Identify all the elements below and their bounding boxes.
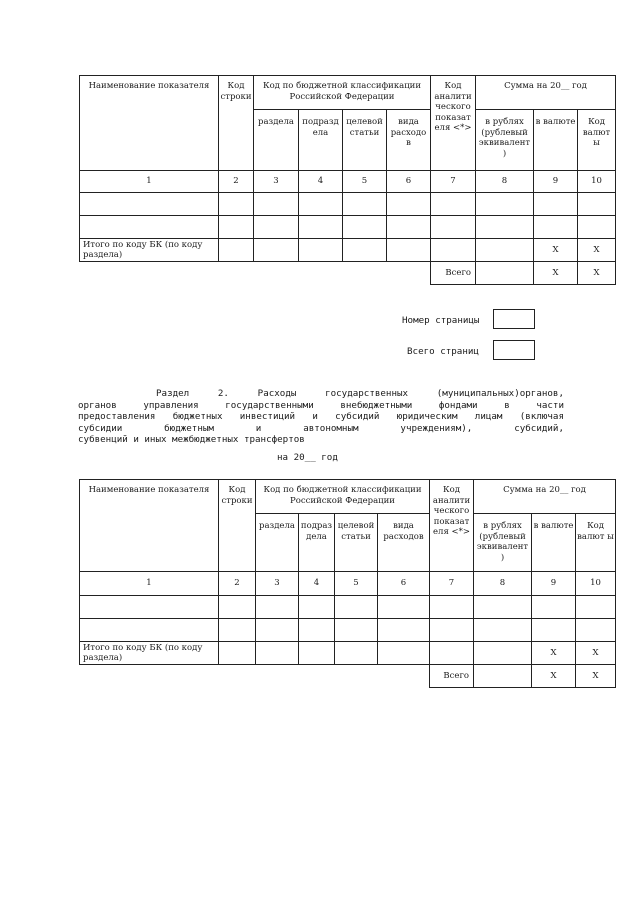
header-row-code: Код строки [219, 480, 256, 572]
column-number: 1 [80, 572, 219, 596]
section-2-line: субсидии бюджетным и автономным учреждениям), субсидий, [78, 422, 564, 434]
header-currency-code: Код валют ы [578, 110, 616, 171]
header-section: раздела [256, 514, 299, 572]
header-name: Наименование показателя [80, 76, 219, 171]
section-2-line: предоставления бюджетных инвестиций и субсидий юридическим лицам (включая [78, 411, 564, 422]
header-rubles: в рублях (рублевый эквивалент ) [474, 514, 532, 572]
section-2-line: субвенций и иных межбюджетных трансфертов [78, 434, 305, 445]
header-currency: в валюте [532, 514, 576, 572]
header-name: Наименование показателя [80, 480, 219, 572]
header-section: раздела [254, 110, 299, 171]
expense-table-1 [79, 75, 616, 285]
column-number: 6 [378, 572, 430, 596]
x-mark: X [534, 262, 578, 285]
table-row [80, 596, 616, 619]
column-number: 4 [299, 171, 343, 193]
column-number: 3 [254, 171, 299, 193]
table-row [80, 193, 616, 216]
table-row [80, 216, 616, 239]
column-number: 8 [474, 572, 532, 596]
total-by-section-label: Итого по коду БК (по коду раздела) [80, 642, 219, 665]
x-mark: X [532, 642, 576, 665]
section-2-year: на 20__ год [277, 452, 338, 463]
section-2-line: органов управления государственными внебюджетными фондами в части [78, 399, 564, 411]
header-analytic-code: Код аналити ческого показат еля <*> [430, 480, 474, 572]
total-pages-box[interactable] [493, 340, 535, 360]
header-sum: Сумма на 20__ год [476, 76, 616, 110]
section-2-line: Раздел 2. Расходы государственных (муниципальных)органов, [156, 388, 564, 399]
header-analytic-code: Код аналити ческого показат еля <*> [431, 76, 476, 171]
column-number: 10 [578, 171, 616, 193]
grand-total-label: Всего [430, 665, 474, 688]
page-number-label: Номер страницы [402, 315, 480, 326]
header-currency-code: Код валют ы [576, 514, 616, 572]
column-number: 8 [476, 171, 534, 193]
column-number: 1 [80, 171, 219, 193]
header-bk-code: Код по бюджетной классификации Российской Федерации [254, 76, 431, 110]
total-by-section-label: Итого по коду БК (по коду раздела) [80, 239, 219, 262]
column-number: 9 [532, 572, 576, 596]
total-pages-label: Всего страниц [407, 346, 479, 357]
header-subsection: подразд ела [299, 110, 343, 171]
header-row-code: Код строки [219, 76, 254, 171]
column-number: 2 [219, 572, 256, 596]
table-row [80, 619, 616, 642]
header-sum: Сумма на 20__ год [474, 480, 616, 514]
x-mark: X [578, 239, 616, 262]
page-number-box[interactable] [493, 309, 535, 329]
header-expense-type: вида расходо в [387, 110, 431, 171]
header-rubles: в рублях (рублевый эквивалент ) [476, 110, 534, 171]
x-mark: X [532, 665, 576, 688]
expense-table-2 [79, 479, 616, 688]
header-subsection: подраз дела [299, 514, 335, 572]
column-number: 6 [387, 171, 431, 193]
column-number: 5 [335, 572, 378, 596]
grand-total-label: Всего [431, 262, 476, 285]
header-target: целевой статьи [335, 514, 378, 572]
header-bk-code: Код по бюджетной классификации Российской Федерации [256, 480, 430, 514]
column-number: 7 [431, 171, 476, 193]
column-number: 10 [576, 572, 616, 596]
column-number: 7 [430, 572, 474, 596]
x-mark: X [578, 262, 616, 285]
x-mark: X [534, 239, 578, 262]
section-2-heading [78, 388, 564, 446]
column-number: 9 [534, 171, 578, 193]
header-target: целевой статьи [343, 110, 387, 171]
x-mark: X [576, 642, 616, 665]
column-number: 4 [299, 572, 335, 596]
x-mark: X [576, 665, 616, 688]
header-expense-type: вида расходов [378, 514, 430, 572]
column-number: 5 [343, 171, 387, 193]
column-number: 3 [256, 572, 299, 596]
column-number: 2 [219, 171, 254, 193]
header-currency: в валюте [534, 110, 578, 171]
